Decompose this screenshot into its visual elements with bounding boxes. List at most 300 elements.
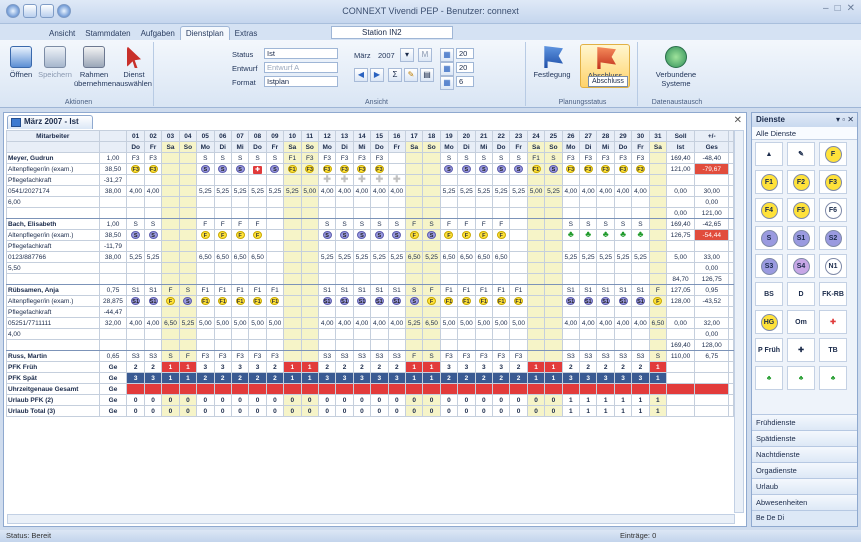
shift-badge[interactable]: F3 [376, 166, 383, 173]
day-cell[interactable]: S3 [353, 351, 370, 362]
day-cell[interactable] [440, 340, 457, 351]
day-cell[interactable] [318, 263, 335, 274]
day-cell[interactable] [440, 197, 457, 208]
day-cell[interactable] [266, 340, 283, 351]
day-cell[interactable]: F3 [249, 351, 266, 362]
day-cell[interactable] [510, 274, 527, 285]
day-cell[interactable] [405, 340, 422, 351]
day-cell[interactable] [458, 241, 475, 252]
day-cell[interactable] [318, 307, 335, 318]
shift-badge[interactable]: F1 [532, 166, 540, 173]
day-cell[interactable] [475, 241, 492, 252]
shift-badge[interactable]: S1 [637, 298, 644, 305]
day-cell[interactable] [562, 197, 579, 208]
day-cell[interactable] [162, 175, 179, 186]
tree-icon[interactable]: ♣ [819, 366, 847, 390]
day-cell[interactable]: S [405, 285, 422, 296]
day-cell[interactable]: 5,25 [144, 252, 161, 263]
day-cell[interactable]: S [353, 219, 370, 230]
day-cell[interactable] [597, 340, 614, 351]
day-cell[interactable] [614, 263, 631, 274]
day-cell[interactable]: S3 [336, 351, 353, 362]
day-cell[interactable] [649, 186, 666, 197]
day-cell[interactable] [614, 274, 631, 285]
day-cell[interactable] [266, 252, 283, 263]
day-cell[interactable]: F [231, 219, 248, 230]
day-cell[interactable]: 6,50 [649, 318, 666, 329]
day-cell[interactable] [440, 208, 457, 219]
day-cell[interactable] [284, 164, 301, 175]
day-cell[interactable]: 5,00 [197, 318, 214, 329]
day-cell[interactable]: F3 [440, 351, 457, 362]
day-cell[interactable] [162, 296, 179, 307]
day-cell[interactable] [266, 208, 283, 219]
day-cell[interactable] [580, 329, 597, 340]
day-cell[interactable] [562, 208, 579, 219]
day-cell[interactable] [162, 153, 179, 164]
day-cell[interactable]: S [632, 219, 649, 230]
day-cell[interactable]: 5,25 [318, 252, 335, 263]
day-cell[interactable] [562, 307, 579, 318]
day-cell[interactable] [405, 230, 422, 241]
day-cell[interactable] [162, 230, 179, 241]
day-cell[interactable]: S1 [614, 285, 631, 296]
day-cell[interactable] [214, 296, 231, 307]
day-cell[interactable] [266, 263, 283, 274]
shift-badge[interactable]: F1 [202, 298, 209, 305]
shift-badge[interactable]: F1 [445, 298, 453, 305]
shift-badge[interactable]: F [166, 297, 175, 305]
shift-badge[interactable]: F [427, 297, 436, 305]
count-field-3[interactable]: 6 [456, 76, 474, 87]
day-cell[interactable] [301, 285, 318, 296]
day-cell[interactable] [388, 164, 405, 175]
day-cell[interactable] [179, 153, 196, 164]
shift-badge[interactable]: F [218, 231, 227, 239]
tree-icon[interactable]: ♣ [787, 366, 815, 390]
day-cell[interactable] [162, 340, 179, 351]
open-button[interactable]: Öffnen [6, 46, 36, 79]
day-cell[interactable] [580, 274, 597, 285]
day-cell[interactable] [545, 329, 562, 340]
day-cell[interactable]: S1 [353, 285, 370, 296]
day-cell[interactable] [197, 197, 214, 208]
day-cell[interactable] [562, 241, 579, 252]
grid-icon[interactable]: ▦ [440, 48, 454, 62]
fix-button[interactable]: Festlegung [532, 46, 572, 79]
panel-section[interactable]: Urlaub [752, 478, 857, 494]
day-cell[interactable] [284, 274, 301, 285]
shift-badge[interactable]: F [497, 231, 506, 239]
day-cell[interactable]: 6,50 [440, 252, 457, 263]
day-cell[interactable] [179, 208, 196, 219]
day-cell[interactable] [231, 307, 248, 318]
day-cell[interactable]: 4,00 [580, 186, 597, 197]
day-cell[interactable] [527, 197, 544, 208]
day-cell[interactable]: 4,00 [353, 186, 370, 197]
day-cell[interactable] [284, 252, 301, 263]
shift-badge[interactable]: F [479, 231, 488, 239]
service-tile[interactable] [787, 254, 815, 278]
day-cell[interactable] [162, 252, 179, 263]
day-cell[interactable] [336, 175, 353, 186]
day-cell[interactable]: S [510, 153, 527, 164]
day-cell[interactable] [144, 307, 161, 318]
day-cell[interactable]: F3 [632, 153, 649, 164]
day-cell[interactable]: F [458, 219, 475, 230]
day-cell[interactable]: S [249, 153, 266, 164]
day-cell[interactable] [458, 274, 475, 285]
day-cell[interactable]: F [179, 351, 196, 362]
day-cell[interactable]: 4,00 [632, 318, 649, 329]
day-cell[interactable] [197, 296, 214, 307]
day-cell[interactable] [266, 329, 283, 340]
service-tile[interactable] [755, 310, 783, 334]
day-cell[interactable]: F3 [266, 351, 283, 362]
day-cell[interactable]: F3 [353, 153, 370, 164]
day-cell[interactable] [580, 208, 597, 219]
day-cell[interactable] [440, 296, 457, 307]
day-cell[interactable] [597, 241, 614, 252]
day-cell[interactable]: S [493, 153, 510, 164]
day-cell[interactable] [475, 164, 492, 175]
day-cell[interactable]: 5,25 [371, 252, 388, 263]
day-cell[interactable]: F3 [562, 153, 579, 164]
day-cell[interactable] [266, 164, 283, 175]
day-cell[interactable] [475, 274, 492, 285]
day-cell[interactable] [510, 241, 527, 252]
day-cell[interactable] [458, 197, 475, 208]
day-cell[interactable] [440, 329, 457, 340]
day-cell[interactable] [649, 153, 666, 164]
day-cell[interactable]: F [405, 351, 422, 362]
day-cell[interactable] [562, 164, 579, 175]
day-cell[interactable]: 5,00 [266, 318, 283, 329]
day-cell[interactable] [475, 307, 492, 318]
save-button[interactable]: Speichern [38, 46, 72, 79]
day-cell[interactable] [266, 296, 283, 307]
shift-badge[interactable]: S1 [341, 298, 348, 305]
day-cell[interactable] [562, 274, 579, 285]
day-cell[interactable] [371, 307, 388, 318]
day-cell[interactable] [388, 175, 405, 186]
day-cell[interactable] [127, 263, 144, 274]
day-cell[interactable] [249, 296, 266, 307]
day-cell[interactable] [423, 230, 440, 241]
day-cell[interactable] [458, 307, 475, 318]
day-cell[interactable]: S1 [336, 285, 353, 296]
day-cell[interactable] [649, 340, 666, 351]
day-cell[interactable]: F1 [527, 153, 544, 164]
day-cell[interactable] [353, 241, 370, 252]
tab-aufgaben[interactable]: Aufgaben [140, 29, 175, 38]
day-cell[interactable] [301, 296, 318, 307]
day-cell[interactable]: 5,25 [632, 252, 649, 263]
shift-badge[interactable]: S1 [375, 298, 383, 305]
day-cell[interactable] [545, 263, 562, 274]
day-cell[interactable] [632, 340, 649, 351]
day-cell[interactable] [423, 164, 440, 175]
day-cell[interactable]: F [162, 285, 179, 296]
day-cell[interactable] [249, 263, 266, 274]
day-cell[interactable] [301, 263, 318, 274]
day-cell[interactable] [493, 164, 510, 175]
day-cell[interactable] [475, 329, 492, 340]
day-cell[interactable] [405, 208, 422, 219]
day-cell[interactable] [405, 186, 422, 197]
day-cell[interactable] [440, 164, 457, 175]
day-cell[interactable]: S [371, 219, 388, 230]
shift-badge[interactable]: S1 [584, 298, 592, 305]
day-cell[interactable] [510, 252, 527, 263]
day-cell[interactable] [510, 340, 527, 351]
day-cell[interactable] [562, 340, 579, 351]
day-cell[interactable] [231, 241, 248, 252]
day-cell[interactable] [649, 241, 666, 252]
day-cell[interactable]: S1 [371, 285, 388, 296]
shift-badge[interactable]: S [340, 231, 349, 239]
day-cell[interactable] [405, 263, 422, 274]
day-cell[interactable]: S [127, 219, 144, 230]
service-tile[interactable] [819, 198, 847, 222]
day-cell[interactable] [632, 164, 649, 175]
shift-badge[interactable]: F [253, 231, 262, 239]
day-cell[interactable] [371, 340, 388, 351]
day-cell[interactable] [144, 175, 161, 186]
day-cell[interactable] [545, 241, 562, 252]
day-cell[interactable] [336, 208, 353, 219]
day-cell[interactable]: S3 [388, 351, 405, 362]
day-cell[interactable]: 4,00 [144, 318, 161, 329]
day-cell[interactable] [179, 186, 196, 197]
day-cell[interactable]: 5,00 [231, 318, 248, 329]
day-cell[interactable] [371, 241, 388, 252]
calendar-icon[interactable]: ▾ [400, 48, 414, 62]
day-cell[interactable]: 4,00 [371, 186, 388, 197]
day-cell[interactable] [458, 230, 475, 241]
shift-badge[interactable]: S [131, 231, 140, 239]
day-cell[interactable] [284, 197, 301, 208]
day-cell[interactable] [301, 241, 318, 252]
day-cell[interactable] [405, 175, 422, 186]
day-cell[interactable] [527, 252, 544, 263]
service-tile[interactable] [819, 142, 847, 166]
day-cell[interactable]: F3 [127, 153, 144, 164]
shift-badge[interactable]: S [218, 165, 227, 173]
day-cell[interactable]: 5,25 [614, 252, 631, 263]
day-cell[interactable] [580, 263, 597, 274]
day-cell[interactable] [510, 219, 527, 230]
day-cell[interactable] [284, 208, 301, 219]
day-cell[interactable] [405, 153, 422, 164]
day-cell[interactable] [580, 197, 597, 208]
day-cell[interactable] [493, 175, 510, 186]
day-cell[interactable] [214, 263, 231, 274]
day-cell[interactable] [284, 329, 301, 340]
day-cell[interactable] [580, 307, 597, 318]
day-cell[interactable] [405, 296, 422, 307]
day-cell[interactable] [318, 197, 335, 208]
employee-name[interactable]: Meyer, Gudrun [7, 153, 100, 164]
day-cell[interactable] [301, 351, 318, 362]
tree-icon[interactable]: ♣ [637, 229, 644, 239]
day-cell[interactable] [475, 296, 492, 307]
shift-badge[interactable]: S [375, 231, 384, 239]
day-cell[interactable] [162, 164, 179, 175]
day-cell[interactable] [301, 208, 318, 219]
service-tile[interactable] [819, 226, 847, 250]
day-cell[interactable] [162, 329, 179, 340]
day-cell[interactable] [580, 230, 597, 241]
shift-badge[interactable]: S [270, 165, 279, 173]
day-cell[interactable] [371, 329, 388, 340]
day-cell[interactable] [336, 274, 353, 285]
day-cell[interactable] [510, 263, 527, 274]
service-tile[interactable]: D [787, 282, 815, 306]
day-cell[interactable] [284, 318, 301, 329]
day-cell[interactable] [527, 318, 544, 329]
shift-badge[interactable]: S [497, 165, 506, 173]
day-cell[interactable]: F [440, 219, 457, 230]
day-cell[interactable] [527, 263, 544, 274]
day-cell[interactable]: 6,50 [493, 252, 510, 263]
day-cell[interactable]: S [440, 153, 457, 164]
day-cell[interactable]: 4,00 [388, 186, 405, 197]
day-cell[interactable] [318, 340, 335, 351]
day-cell[interactable]: S1 [144, 285, 161, 296]
day-cell[interactable] [405, 329, 422, 340]
day-cell[interactable] [597, 274, 614, 285]
cross-icon[interactable]: ✚ [253, 166, 262, 174]
day-cell[interactable]: F3 [580, 153, 597, 164]
day-cell[interactable] [527, 208, 544, 219]
day-cell[interactable]: 5,00 [214, 318, 231, 329]
shift-badge[interactable]: S1 [393, 298, 401, 305]
cross-icon[interactable]: ✚ [819, 310, 847, 334]
day-cell[interactable] [144, 274, 161, 285]
day-cell[interactable]: F1 [458, 285, 475, 296]
day-cell[interactable] [527, 329, 544, 340]
day-cell[interactable] [440, 230, 457, 241]
day-cell[interactable] [231, 274, 248, 285]
day-cell[interactable] [266, 219, 283, 230]
day-cell[interactable] [632, 197, 649, 208]
day-cell[interactable] [301, 175, 318, 186]
day-cell[interactable] [545, 318, 562, 329]
day-cell[interactable] [249, 241, 266, 252]
day-cell[interactable] [510, 329, 527, 340]
day-cell[interactable] [649, 296, 666, 307]
plus-icon[interactable]: ✚ [787, 338, 815, 362]
day-cell[interactable] [179, 230, 196, 241]
day-cell[interactable]: F [493, 219, 510, 230]
day-cell[interactable] [214, 274, 231, 285]
day-cell[interactable]: S [197, 153, 214, 164]
day-cell[interactable] [371, 197, 388, 208]
day-cell[interactable] [284, 340, 301, 351]
day-cell[interactable]: 6,50 [423, 318, 440, 329]
day-cell[interactable] [179, 274, 196, 285]
day-cell[interactable]: F1 [214, 285, 231, 296]
tree-icon[interactable]: ♣ [755, 366, 783, 390]
shift-badge[interactable]: F1 [480, 298, 487, 305]
day-cell[interactable] [144, 263, 161, 274]
day-cell[interactable] [179, 329, 196, 340]
day-cell[interactable] [214, 329, 231, 340]
day-cell[interactable] [527, 296, 544, 307]
day-cell[interactable] [649, 197, 666, 208]
day-cell[interactable]: F1 [266, 285, 283, 296]
day-cell[interactable] [301, 252, 318, 263]
day-cell[interactable]: S [423, 351, 440, 362]
day-cell[interactable] [597, 307, 614, 318]
day-cell[interactable] [423, 186, 440, 197]
shift-badge[interactable]: S [462, 165, 471, 173]
day-cell[interactable] [162, 186, 179, 197]
service-tile[interactable] [755, 170, 783, 194]
day-cell[interactable] [510, 197, 527, 208]
day-cell[interactable]: 5,25 [545, 186, 562, 197]
vertical-scrollbar[interactable] [734, 130, 744, 513]
day-cell[interactable]: 4,00 [562, 318, 579, 329]
tree-icon[interactable]: ♣ [602, 229, 609, 239]
day-cell[interactable]: 5,00 [475, 318, 492, 329]
day-cell[interactable]: F3 [318, 153, 335, 164]
day-cell[interactable]: 5,25 [266, 186, 283, 197]
day-cell[interactable]: S [545, 153, 562, 164]
day-cell[interactable]: 5,00 [301, 186, 318, 197]
day-cell[interactable] [214, 230, 231, 241]
day-cell[interactable] [318, 230, 335, 241]
shift-badge[interactable]: S [236, 165, 245, 173]
day-cell[interactable] [353, 274, 370, 285]
day-cell[interactable] [580, 164, 597, 175]
day-cell[interactable]: S [179, 285, 196, 296]
shift-badge[interactable]: F [236, 231, 245, 239]
day-cell[interactable]: F3 [371, 153, 388, 164]
day-cell[interactable] [597, 230, 614, 241]
day-cell[interactable]: S1 [597, 285, 614, 296]
shift-badge[interactable]: S1 [358, 298, 366, 305]
shift-badge[interactable]: S1 [619, 298, 627, 305]
day-cell[interactable] [562, 230, 579, 241]
day-cell[interactable] [127, 241, 144, 252]
day-cell[interactable]: S3 [127, 351, 144, 362]
day-cell[interactable] [545, 340, 562, 351]
service-tile[interactable]: Om [787, 310, 815, 334]
day-cell[interactable] [510, 307, 527, 318]
day-cell[interactable] [405, 274, 422, 285]
status-select[interactable]: Ist [264, 48, 338, 59]
day-cell[interactable]: S3 [614, 351, 631, 362]
day-cell[interactable]: S1 [562, 285, 579, 296]
day-cell[interactable] [545, 307, 562, 318]
day-cell[interactable] [632, 263, 649, 274]
day-cell[interactable]: S1 [388, 285, 405, 296]
day-cell[interactable]: S1 [127, 285, 144, 296]
day-cell[interactable] [214, 197, 231, 208]
day-cell[interactable]: F [197, 219, 214, 230]
day-cell[interactable]: 5,00 [249, 318, 266, 329]
day-cell[interactable] [144, 329, 161, 340]
day-cell[interactable] [231, 197, 248, 208]
day-cell[interactable] [632, 175, 649, 186]
day-cell[interactable] [179, 307, 196, 318]
day-cell[interactable] [388, 153, 405, 164]
day-cell[interactable] [197, 241, 214, 252]
day-cell[interactable] [249, 175, 266, 186]
day-cell[interactable]: S [597, 219, 614, 230]
